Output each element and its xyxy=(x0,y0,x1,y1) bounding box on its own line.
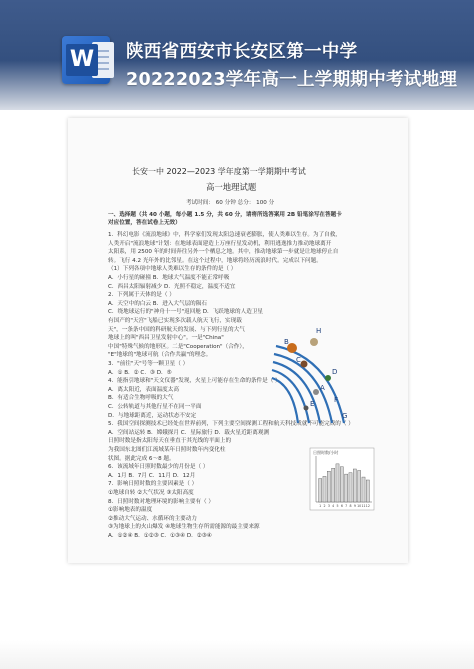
orbit-label: E xyxy=(310,400,315,408)
bar-month-5 xyxy=(336,464,339,502)
orbit-label: G xyxy=(342,412,348,420)
tick-label-month: 1 xyxy=(319,504,322,508)
question-line: ①影响地表的温度 xyxy=(108,507,153,514)
question-line: （1）下列各项中地球人类难以生存的条件的是（ ） xyxy=(108,266,237,273)
word-document-icon: W xyxy=(62,36,110,84)
section-heading: 一、选择题（共 40 小题，每小题 1.5 分，共 60 分，请将所选答案用 2B 铅笔涂写在答题卡 xyxy=(108,212,342,218)
tick-label-month: 5 xyxy=(336,504,339,508)
question-line: 6．该流域年日照时数最少的月份是（ ） xyxy=(108,464,209,471)
tick-label-month: 9 xyxy=(353,504,356,508)
question-line: ③为地球上的火山爆发 ④地球生物生存所需能源的最主要来源 xyxy=(108,524,260,531)
bar-month-4 xyxy=(332,468,335,502)
bar-month-11 xyxy=(362,477,365,502)
question-line: 人类开启"流浪地球"计划：在地球表面建造上万座行星发动机，利用逃逸推力推动地球离开 xyxy=(108,240,332,247)
title-banner xyxy=(0,0,474,110)
bar-month-9 xyxy=(353,469,356,502)
question-line: 太阳系，用 2500 年的时间奔往另外一个栖息之地。其中，推动地球第一步就是让地球停止自 xyxy=(108,249,339,256)
question-line: 3．"前往"天"号等一颗卫星（ ） xyxy=(108,361,189,367)
exam-title: 长安一中 2022—2023 学年度第一学期期中考试 xyxy=(132,167,306,176)
question-line: 地球上的叫"西昌卫星发射中心"。一是"China" xyxy=(108,335,224,342)
orbit-label: C xyxy=(296,356,301,364)
tick-label-month: 11 xyxy=(361,504,366,508)
orbit-label: B xyxy=(284,338,289,346)
chart-ylabel: 日照时数/小时 xyxy=(313,450,339,455)
orbit-label: A xyxy=(320,384,325,392)
question-line: 为我国东北图们江流域某年日照时数年内变化柱 xyxy=(108,447,226,453)
question-line: 2．下列属于天体的是（ ） xyxy=(108,292,175,299)
question-line: 日照时数是指太阳每天在垂直于其光线的平面上的 xyxy=(108,438,232,445)
question-line: A．小行星的碰撞 B．地球大气温度不能正常呼吸 xyxy=(108,275,230,281)
tick-label-month: 7 xyxy=(345,504,348,508)
question-line: 1．科幻电影《流浪地球》中，科学家们发现太阳急速衰老膨胀，使人类难以生存。为了自救， xyxy=(108,232,341,238)
question-line: C．绕地球运行的"神舟十一号"返回舱 D．飞跃地球的人造卫星 xyxy=(108,309,263,316)
question-line: "E"地球的"地球可航（合作共赢"的理念。 xyxy=(108,352,212,359)
question-line: 状图。据此完成 6～8 题。 xyxy=(108,455,175,462)
question-line: A．空间站运转 B．嫦娥探月 C．星际旅行 D．载火星近距离观测 xyxy=(108,429,270,436)
question-line: 天"，一条条中国的科研航天的发展、与下列行星的大气 xyxy=(108,326,245,333)
question-line: B．有适合生物呼吸的大气 xyxy=(108,395,174,402)
bar-month-6 xyxy=(340,467,343,502)
solar-system-orbit-diagram xyxy=(270,318,360,428)
question-line: ①地球自转 ②大气状况 ③太阳高度 xyxy=(108,490,194,496)
document-title-line2: 20222023学年高一上学期期中考试地理 xyxy=(126,70,458,90)
bar-month-3 xyxy=(327,471,330,502)
bar-month-2 xyxy=(323,476,326,502)
bar-month-12 xyxy=(366,480,369,502)
question-line: 有国产的"天宫"飞船已实现多次载人航天飞行，实现载 xyxy=(108,318,242,324)
bar-month-8 xyxy=(349,473,352,502)
exam-time-line: 考试时间： 60 分钟 总分： 100 分 xyxy=(186,200,275,206)
question-line: D．与地球距离近，运动状态不安定 xyxy=(108,412,197,419)
orbit-label: H xyxy=(316,327,322,335)
question-line: C．公转轨道与其他行星不在同一平面 xyxy=(108,404,202,410)
page-footer xyxy=(0,640,474,669)
document-title-line1: 陕西省西安市长安区第一中学 xyxy=(126,42,358,62)
tick-label-month: 6 xyxy=(340,504,343,508)
tick-label-month: 4 xyxy=(332,504,335,508)
tick-label-month: 3 xyxy=(327,504,330,508)
question-line: 8．日照时数对地理环境的影响主要有（ ） xyxy=(108,498,215,505)
bar-month-1 xyxy=(319,479,322,502)
orbit-label: F xyxy=(334,396,339,404)
question-line: 4．能指引地球和"天文仪器"发现，火星上可能存在生命的条件是（ ） xyxy=(108,378,281,385)
question-line: A．①②④ B．①②③ C．①③④ D．②③④ xyxy=(108,533,212,539)
tick-label-month: 10 xyxy=(357,504,362,508)
sunshine-hours-bar-chart xyxy=(310,448,374,510)
orbit-label: D xyxy=(332,368,338,376)
question-line: A．天空中的白云 B．进入大气层的陨石 xyxy=(108,300,207,307)
question-line: A．离太阳近，表面温度太高 xyxy=(108,386,179,393)
question-line: ②推动大气运动、水循环的主要动力 xyxy=(108,515,197,522)
question-line: A．1月 B．7月 C．11月 D．12月 xyxy=(108,472,196,479)
document-page-preview xyxy=(68,118,408,563)
question-line: 转。飞行 4.2 光年外的比邻星。在这个过程中，地球将经历流浪时代。完成以下问题。 xyxy=(108,257,322,264)
tick-label-month: 8 xyxy=(349,504,352,508)
section-heading-cont: 对应位置，答在试卷上无效） xyxy=(108,220,181,226)
tick-label-month: 12 xyxy=(365,504,370,508)
tick-label-month: 2 xyxy=(323,504,326,508)
question-line: C．西昌太阳辐射减少 D．光照不稳定，温度不适宜 xyxy=(108,283,236,290)
exam-subtitle: 高一地理试题 xyxy=(206,182,257,192)
question-line: 7．影响日照时数的主要因素是（ ） xyxy=(108,481,198,488)
question-line: 5．我国空间探测技术已经处在世界前列，下列主要空间探测工程和航天科技成就不可能完成的（ ） xyxy=(108,421,354,428)
bar-month-10 xyxy=(358,470,361,502)
question-line: A．① B．② C．③ D．⑤ xyxy=(108,369,172,376)
question-line: 中国"特殊气候的地形区。二是"Cooperation"（合作）， xyxy=(108,343,248,350)
bar-month-7 xyxy=(345,474,348,502)
